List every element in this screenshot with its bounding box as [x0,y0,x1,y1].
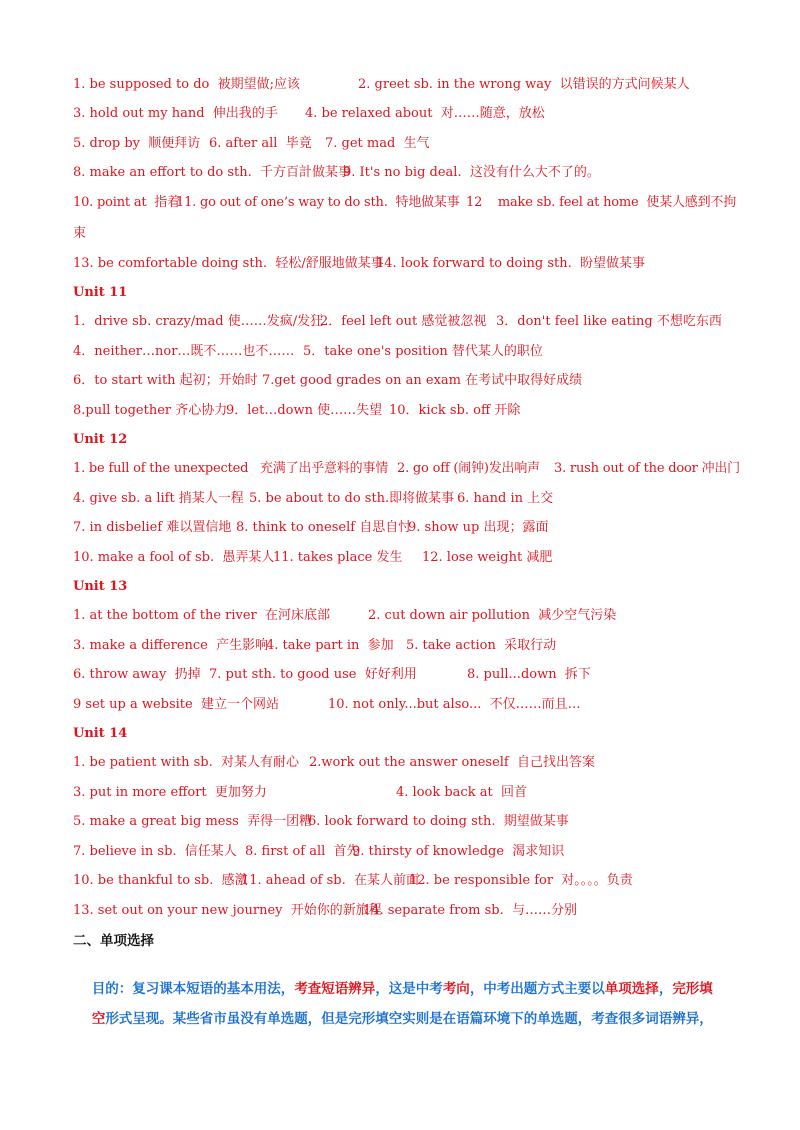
phrase-item: 7. put sth. to good use 好好利用 [209,667,417,682]
phrase-item: 11. takes place 发生 [273,550,403,565]
phrase-item: 6．to start with 起初；开始时 [73,373,258,388]
phrase-item: 6. after all 毕竟 [209,136,312,151]
purpose-highlight: 单项选择 [604,981,659,997]
purpose-line-2 [73,992,713,1046]
phrase-item: 14. look forward to doing sth. 盼望做某事 [376,256,646,271]
phrase-item: 2．feel left out 感觉被忽视 [320,314,487,329]
phrase-item: 13. be comfortable doing sth. 轻松/舒服地做某事 [73,256,384,271]
phrase-item: 3. make a difference 产生影响 [73,638,269,653]
phrase-item: 14. separate from sb. 与……分别 [363,903,577,918]
phrase-item: 5. be about to do sth.即将做某事 [249,491,455,506]
phrase-item: 1. be supposed to do 被期望做;应该 [73,77,300,92]
unit-heading: Unit 12 [73,432,128,447]
section-title: 二、单项选择 [73,933,154,949]
phrase-item: 8. think to oneself 自思自忖 [236,520,412,535]
phrase-item: 1. be full of the unexpected 充满了出乎意料的事情 [73,461,389,476]
phrase-item: 5. drop by 顺便拜访 [73,136,201,151]
phrase-item: 6. look forward to doing sth. 期望做某事 [308,814,569,829]
phrase-item: 11. go out of one’s way to do sth. 特地做某事 [176,195,460,210]
phrase-item: 9. show up 出现；露面 [408,520,549,535]
phrase-item: 4. be relaxed about 对……随意，放松 [305,106,545,121]
phrase-item: 5. take action 采取行动 [406,638,557,653]
phrase-item: 8. pull...down 拆下 [467,667,591,682]
phrase-item: 6. hand in 上交 [457,491,554,506]
phrase-item: 3. hold out my hand 伸出我的手 [73,106,278,121]
phrase-item: 9 set up a website 建立一个网站 [73,697,279,712]
purpose-text: ， [658,981,673,997]
phrase-item: 12. be responsible for 对。。。。负责 [409,873,633,888]
phrase-item: 3．don't feel like eating 不想吃东西 [496,314,722,329]
purpose-highlight: 考向 [442,981,470,997]
phrase-item: 4. take part in 参加 [266,638,394,653]
unit-heading: Unit 13 [73,579,128,594]
phrase-item: 8. first of all 首先 [245,844,360,859]
phrase-item: 10．kick sb. off 开除 [389,403,521,418]
phrase-item: 10. be thankful to sb. 感激 [73,873,248,888]
phrase-item: 7. get mad 生气 [325,136,430,151]
phrase-item: 5. make a great big mess 弄得一团糟 [73,814,313,829]
purpose-text: ，中考出题方式主要以 [469,981,605,997]
purpose-text: 目的：复习课本短语的基本用法， [91,981,295,997]
phrase-item: 3. put in more effort 更加努力 [73,785,267,800]
phrase-item: 4．neither…nor…既不……也不…… [73,344,295,359]
phrase-item: 12. lose weight 减肥 [422,550,553,565]
phrase-item: 9．let…down 使……失望 [226,403,383,418]
purpose-highlight: 完形填 [672,981,713,997]
purpose-highlight: 考查短语辨异 [294,981,376,997]
unit-heading: Unit 14 [73,726,128,741]
phrase-item: 2. greet sb. in the wrong way 以错误的方式问候某人 [358,77,690,92]
phrase-item: 4. look back at 回首 [396,785,527,800]
phrase-item: 2.work out the answer oneself 自己找出答案 [309,755,596,770]
unit-heading: Unit 11 [73,285,128,300]
phrase-item: 9. thirsty of knowledge 渴求知识 [352,844,565,859]
phrase-item: 1．drive sb. crazy/mad 使……发疯/发狂 [73,314,324,329]
phrase-item: 5．take one's position 替代某人的职位 [303,344,543,359]
purpose-text: ，这是中考 [375,981,443,997]
purpose-highlight: 空 [91,1011,106,1027]
phrase-item: 12 make sb. feel at home 使某人感到不拘 [466,195,736,210]
phrase-item: 7.get good grades on an exam 在考试中取得好成绩 [262,373,583,388]
phrase-item: 1. at the bottom of the river 在河床底部 [73,608,331,623]
phrase-item: 束 [73,226,87,241]
phrase-item: 9. It's no big deal. 这没有什么大不了的。 [343,165,600,180]
purpose-text: 形式呈现。某些省市虽没有单选题，但是完形填空实则是在语篇环境下的单选题，考查很多词语辨异， [105,1011,713,1027]
phrase-item: 7. in disbelief 难以置信地 [73,520,232,535]
phrase-item: 4. give sb. a lift 捎某人一程 [73,491,244,506]
phrase-item: 3. rush out of the door 冲出门 [554,461,740,476]
phrase-item: 10. not only...but also... 不仅……而且… [328,697,581,712]
phrase-item: 11. ahead of sb. 在某人前面 [241,873,419,888]
phrase-item: 2. cut down air pollution 减少空气污染 [368,608,617,623]
phrase-item: 8. make an effort to do sth. 千方百計做某事 [73,165,352,180]
phrase-item: 8.pull together 齐心协力 [73,403,228,418]
phrase-item: 6. throw away 扔掉 [73,667,201,682]
phrase-item: 10. make a fool of sb. 愚弄某人 [73,550,275,565]
phrase-item: 2. go off (闹钟)发出响声 [397,461,540,476]
phrase-item: 1. be patient with sb. 对某人有耐心 [73,755,299,770]
phrase-item: 10. point at 指着 [73,195,180,210]
phrase-item: 13. set out on your new journey 开始你的新旅程 [73,903,382,918]
phrase-item: 7. believe in sb. 信任某人 [73,844,237,859]
